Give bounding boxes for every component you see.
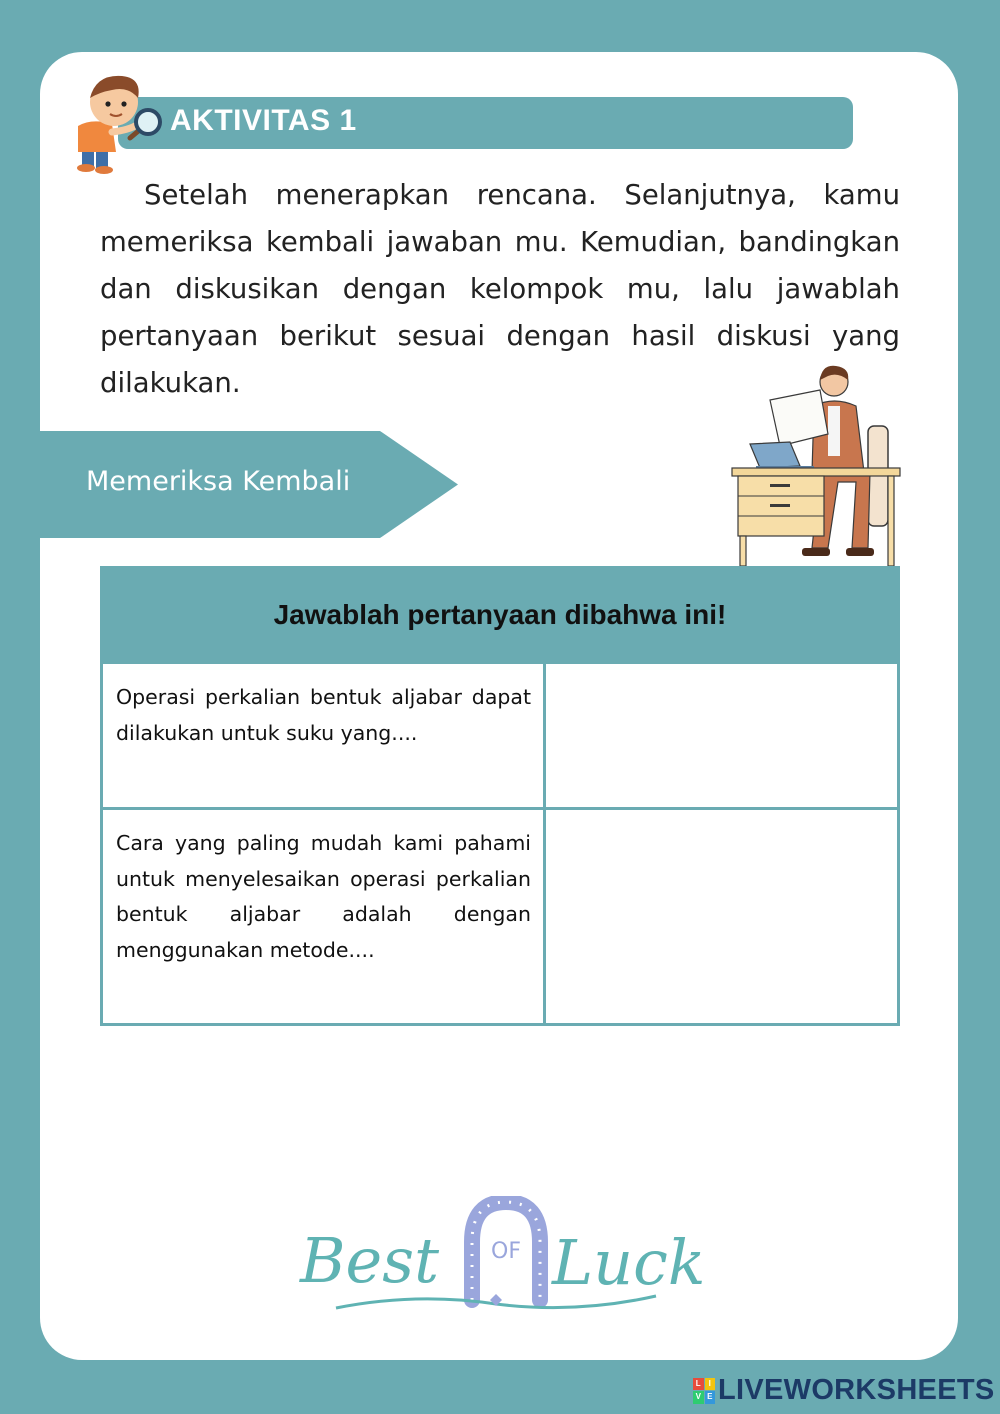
question-2: Cara yang paling mudah kami pahami untuk menyelesaikan operasi perkalian bentuk aljabar adalah dengan menggunakan metode.... <box>103 810 546 1023</box>
section-label: Memeriksa Kembali <box>86 466 351 497</box>
logo-word-of: OF <box>491 1239 521 1264</box>
answer-cell-1[interactable] <box>546 664 897 807</box>
question-table <box>100 566 900 1026</box>
answer-input-2[interactable] <box>546 810 897 1023</box>
logo-word-luck: Luck <box>552 1226 706 1299</box>
best-of-luck-logo <box>296 1196 706 1320</box>
liveworksheets-badge-icon: L I V E <box>693 1378 715 1404</box>
footer-brand-text: LIVEWORKSHEETS <box>718 1374 995 1406</box>
man-desk-laptop-icon <box>728 362 904 568</box>
table-row <box>103 807 897 1023</box>
table-heading: Jawablah pertanyaan dibahwa ini! <box>103 569 897 661</box>
answer-input-1[interactable] <box>546 664 897 807</box>
table-row <box>103 661 897 807</box>
answer-cell-2[interactable] <box>546 810 897 1023</box>
logo-word-best: Best <box>300 1224 439 1297</box>
boy-magnifier-icon <box>72 68 172 178</box>
intro-paragraph: Setelah menerapkan rencana. Selanjutnya, kamu memeriksa kembali jawaban mu. Kemudian, bandingkan dan diskusikan dengan kelompok mu, lalu jawablah pertanyaan berikut sesuai dengan hasil diskusi yang dilakukan. <box>100 179 900 399</box>
footer-brand <box>693 1374 995 1407</box>
activity-title: AKTIVITAS 1 <box>170 104 357 137</box>
question-1: Operasi perkalian bentuk aljabar dapat dilakukan untuk suku yang.... <box>103 664 546 807</box>
